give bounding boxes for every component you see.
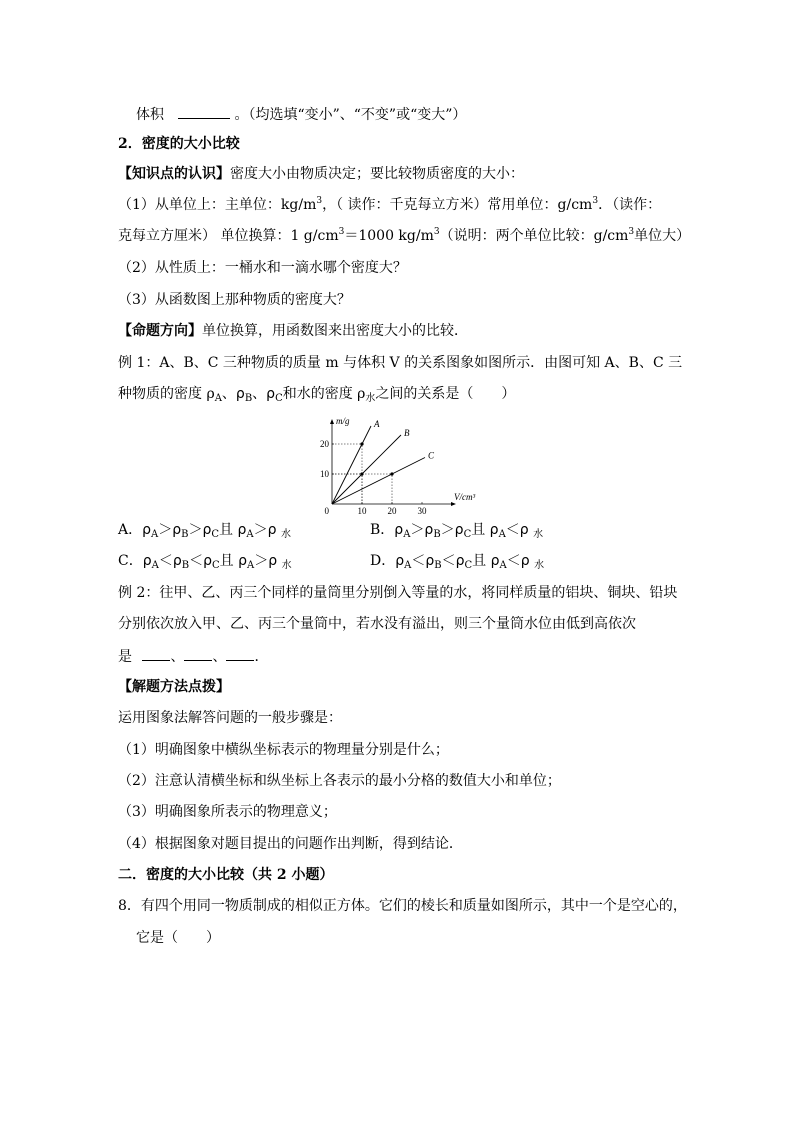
rho-symbol: ρ: [268, 553, 282, 569]
unit2-text-d: 单位大）: [634, 228, 691, 244]
option-d[interactable]: [370, 551, 544, 571]
unit2-text-c: （说明：两个单位比较：g/cm: [439, 228, 629, 244]
unit-text-c: ．（读作：: [598, 197, 662, 213]
method-intro: 运用图象法解答问题的一般步骤是：: [118, 710, 342, 726]
ex2-comma: 、: [170, 649, 185, 665]
ex1-text-c: 之间的关系是（ ）: [375, 386, 516, 402]
graph-line: （3）从函数图上那种物质的密度大？: [118, 292, 351, 308]
rho-symbol: ρ: [455, 553, 465, 569]
chart-axes: [330, 419, 456, 506]
rho-symbol: ρ: [394, 522, 404, 538]
option-c[interactable]: [118, 551, 292, 571]
section-b-heading: 二．密度的大小比较（共 2 小题）: [118, 867, 334, 883]
and: 且: [472, 553, 487, 569]
sub-c: C: [211, 560, 220, 571]
x-axis-label: V/cm³: [454, 492, 476, 502]
unit2-text-a: 克每立方厘米） 单位换算：1 g/cm: [118, 228, 339, 244]
y-tick-label: 20: [320, 439, 329, 449]
and: 且: [471, 522, 486, 538]
rho-symbol: ρ: [520, 553, 535, 569]
series-label-a: A: [374, 419, 380, 429]
series-line-a: [332, 426, 371, 504]
ex1-text-b: 和水的密度 ρ: [282, 386, 366, 402]
knowledge-text: 密度大小由物质决定；要比较物质密度的大小：: [230, 166, 524, 182]
sub-c: C: [275, 393, 283, 404]
sub-water: 水: [365, 393, 376, 404]
and: 且: [219, 553, 234, 569]
op: ＜: [189, 553, 204, 569]
option-b[interactable]: [370, 520, 543, 540]
example2-line-2: 分别依次放入甲、乙、丙三个量筒中，若水没有溢出，则三个量筒水位由低到高依次: [118, 616, 636, 632]
sub-water: 水: [533, 529, 544, 540]
sub-a: A: [151, 529, 159, 540]
property-line: （2）从性质上：一桶水和一滴水哪个密度大？: [118, 260, 407, 276]
rho-symbol: ρ: [424, 522, 434, 538]
sub-c: C: [464, 560, 473, 571]
option-label: A．: [118, 522, 143, 538]
sub-a: A: [499, 560, 507, 571]
sub-b: B: [244, 393, 253, 404]
answer-blank-3[interactable]: [226, 646, 254, 661]
section-heading: 2．密度的大小比较: [118, 136, 240, 152]
series-label-b: B: [404, 428, 410, 438]
intro-line: [136, 104, 466, 125]
intro-prefix: 体积: [136, 107, 164, 123]
option-label: B．: [370, 522, 395, 538]
sub-water: 水: [281, 560, 292, 571]
direction-line: [118, 321, 468, 341]
option-label: C．: [118, 553, 143, 569]
example1-line-2: [118, 384, 515, 404]
sep: 、: [252, 386, 267, 402]
sub-b: B: [181, 529, 189, 540]
unit-sup-a: 3: [316, 196, 323, 206]
sub-water: 水: [280, 529, 291, 540]
unit2-sup-1: 3: [338, 227, 345, 237]
sep: 、: [221, 386, 236, 402]
op: ＜: [505, 522, 520, 538]
method-label: 【解题方法点拨】: [118, 679, 230, 695]
ex1-text-a: 种物质的密度 ρ: [118, 386, 215, 402]
intro-suffix: 。（均选填“变小”、“不变”或“变大”）: [234, 107, 467, 123]
op: ＜: [158, 553, 173, 569]
option-a[interactable]: [118, 520, 291, 540]
op: ＞: [158, 522, 173, 538]
chart-labels: [320, 416, 475, 516]
knowledge-label: 【知识点的认识】: [118, 166, 230, 182]
data-point: [360, 472, 363, 475]
x-axis-arrow: [451, 502, 456, 506]
y-axis-label: m/g: [336, 416, 350, 426]
ex2-prefix: 是: [118, 649, 132, 665]
unit-text-b: ，（ 读作：千克每立方米）常用单位：g/cm: [322, 197, 593, 213]
rho-symbol: ρ: [425, 553, 435, 569]
method-step-1: （1）明确图象中横纵坐标表示的物理量分别是什么；: [118, 742, 449, 758]
rho-symbol: ρ: [142, 522, 152, 538]
op: ＜: [506, 553, 521, 569]
rho-symbol: ρ: [235, 386, 245, 402]
unit-sup-b: 3: [592, 196, 599, 206]
rho-symbol: ρ: [519, 522, 534, 538]
sub-a: A: [498, 529, 506, 540]
sub-a: A: [214, 393, 222, 404]
method-step-3: （3）明确图象所表示的物理意义；: [118, 804, 337, 820]
series-line-b: [332, 435, 401, 504]
answer-blank-volume[interactable]: [178, 104, 230, 119]
ex2-end: ．: [254, 649, 269, 665]
and: 且: [219, 522, 234, 538]
sub-b: B: [434, 560, 442, 571]
example2-line-3: [118, 646, 268, 667]
data-point: [360, 442, 363, 445]
rho-symbol: ρ: [485, 522, 499, 538]
origin-label: 0: [324, 506, 329, 516]
question-8-line-1: 8．有四个用同一物质制成的相似正方体。它们的棱长和质量如图所示，其中一个是空心的，: [118, 898, 687, 914]
rho-symbol: ρ: [172, 553, 182, 569]
op: ＞: [410, 522, 425, 538]
knowledge-line: [118, 164, 524, 184]
sub-a: A: [246, 560, 255, 571]
method-step-4: （4）根据图象对题目提出的问题作出判断，得到结论．: [118, 836, 463, 852]
option-label: D．: [370, 553, 396, 569]
method-step-2: （2）注意认清横坐标和纵坐标上各表示的最小分格的数值大小和单位；: [118, 773, 561, 789]
data-point: [390, 472, 393, 475]
unit2-text-b: ＝1000 kg/m: [344, 228, 434, 244]
chart-series: [332, 426, 425, 504]
sub-b: B: [181, 560, 190, 571]
sub-a: A: [403, 529, 411, 540]
op: ＜: [411, 553, 426, 569]
y-axis-arrow: [330, 419, 334, 424]
rho-symbol: ρ: [233, 522, 247, 538]
rho-symbol: ρ: [172, 522, 182, 538]
example2-line-1: 例 2：往甲、乙、丙三个同样的量筒里分别倒入等量的水，将同样质量的铝块、铜块、铅块: [118, 585, 678, 601]
y-tick-label: 10: [320, 469, 329, 479]
unit-line-2: [118, 226, 690, 246]
sub-a: A: [404, 560, 412, 571]
op: ＞: [253, 522, 268, 538]
rho-symbol: ρ: [202, 522, 212, 538]
sub-c: C: [463, 529, 472, 540]
rho-symbol: ρ: [233, 553, 247, 569]
sub-a: A: [246, 529, 254, 540]
op: ＞: [440, 522, 455, 538]
rho-symbol: ρ: [486, 553, 500, 569]
op: ＞: [254, 553, 269, 569]
rho-symbol: ρ: [395, 553, 405, 569]
rho-symbol: ρ: [142, 553, 152, 569]
ex2-comma: 、: [212, 649, 227, 665]
example1-line-1: 例 1：A、B、C 三种物质的质量 m 与体积 V 的关系图象如图所示．由图可知 A、B、C 三: [118, 355, 683, 371]
x-tick-label: 30: [417, 506, 427, 516]
x-tick-label: 20: [387, 506, 397, 516]
unit2-sup-2: 3: [433, 227, 440, 237]
mass-volume-chart: [318, 406, 486, 516]
op: ＞: [188, 522, 203, 538]
series-label-c: C: [428, 450, 435, 461]
rho-symbol: ρ: [203, 553, 212, 569]
direction-label: 【命题方向】: [118, 323, 202, 339]
answer-blank-2[interactable]: [184, 646, 212, 661]
op: ＜: [441, 553, 456, 569]
answer-blank-1[interactable]: [142, 646, 170, 661]
series-line-c: [332, 458, 425, 505]
unit-text-a: （1）从单位上：主单位：kg/m: [118, 197, 317, 213]
sub-c: C: [211, 529, 220, 540]
unit2-sup-3: 3: [628, 227, 635, 237]
rho-symbol: ρ: [267, 522, 281, 538]
rho-symbol: ρ: [454, 522, 464, 538]
sub-water: 水: [534, 560, 545, 571]
question-8-line-2: 它是（ ）: [136, 930, 220, 946]
x-tick-label: 10: [357, 506, 367, 516]
unit-line-1: [118, 195, 661, 215]
sub-b: B: [433, 529, 441, 540]
direction-text: 单位换算，用函数图来出密度大小的比较．: [202, 323, 468, 339]
rho-symbol: ρ: [266, 386, 276, 402]
sub-a: A: [151, 560, 159, 571]
